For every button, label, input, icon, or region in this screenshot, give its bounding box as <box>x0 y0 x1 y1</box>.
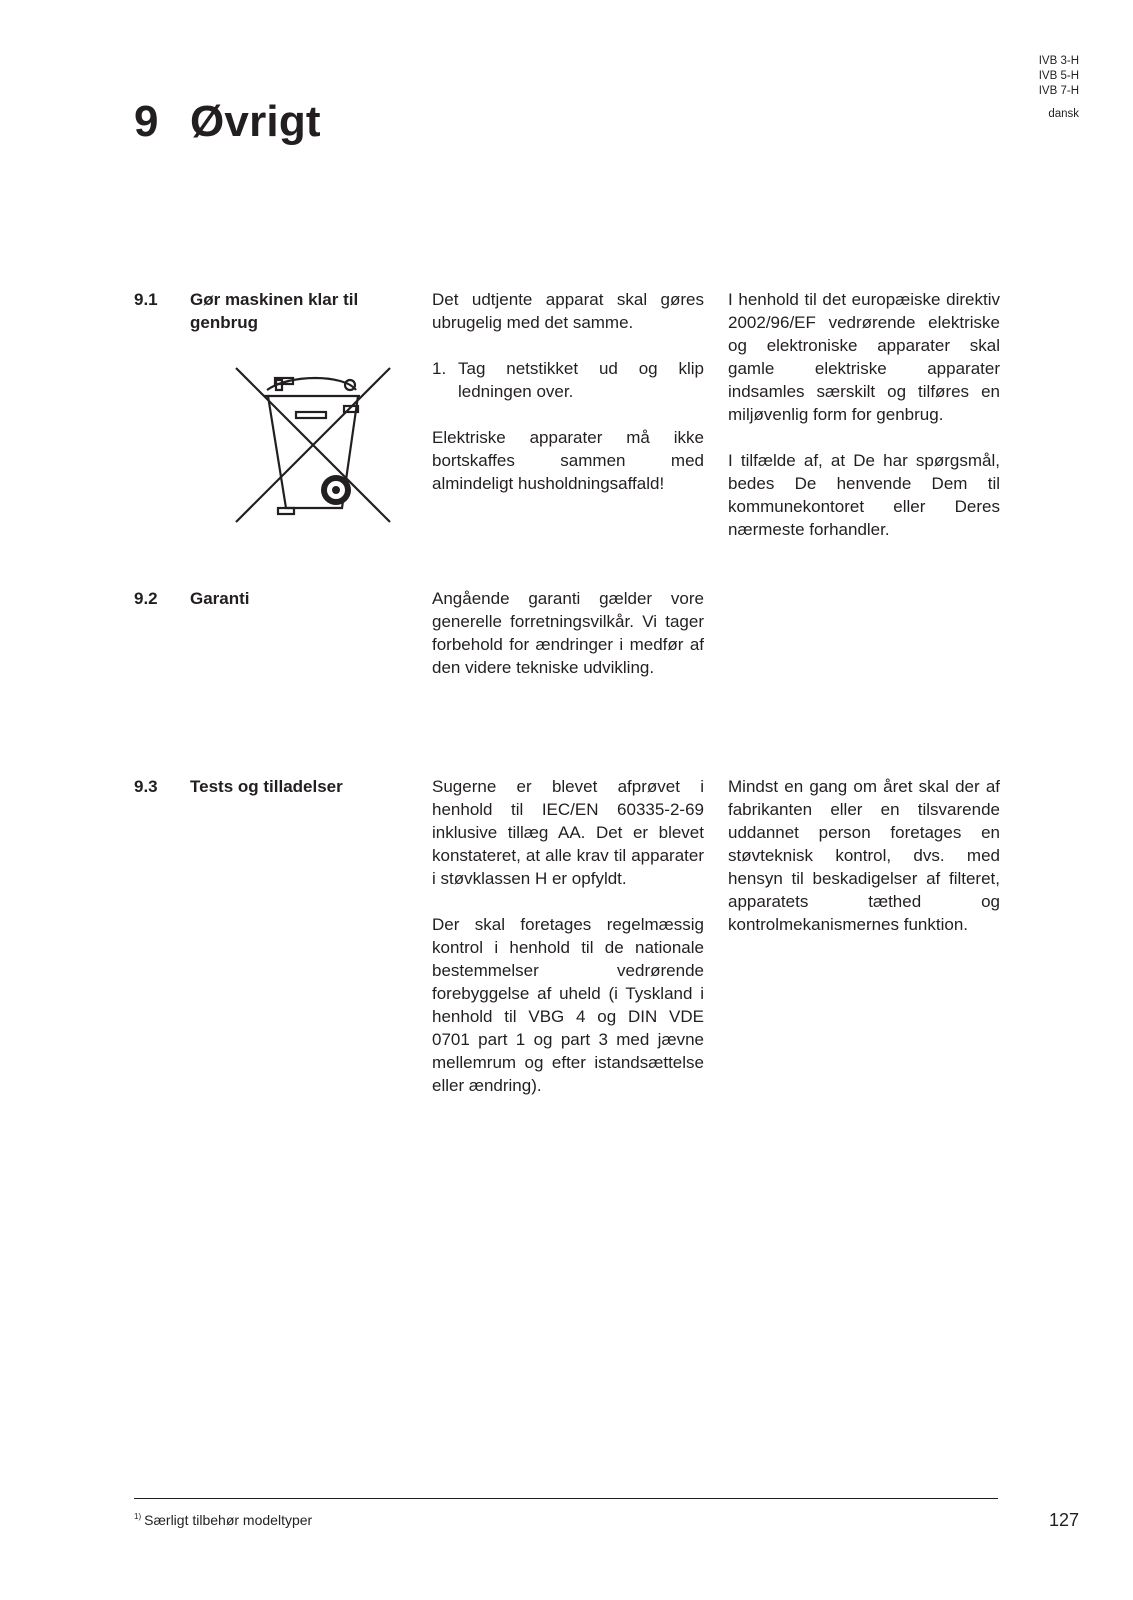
paragraph: Sugerne er blevet afprøvet i henhold til IEC/EN 60335-2-69 inklusive tillæg AA. Det er blevet konstateret, at alle krav til apparater i støvklassen H er opfyldt. <box>432 777 704 888</box>
section-9-2-col2 <box>432 587 704 679</box>
section-title: Tests og tilladelser <box>190 777 343 796</box>
paragraph: I tilfælde af, at De har spørgsmål, bedes De henvende Dem til kommunekontoret eller Deres nærmeste forhandler. <box>728 451 1000 539</box>
chapter-heading <box>134 97 321 146</box>
crossed-out-bin-icon <box>234 366 392 524</box>
paragraph: Angående garanti gælder vore generelle forretningsvilkår. Vi tager forbehold for ændringer i medfør af den videre tekniske udvikling. <box>432 589 704 677</box>
chapter-number: 9 <box>134 97 159 146</box>
chapter-title: Øvrigt <box>190 97 321 146</box>
section-title: Garanti <box>190 589 250 608</box>
section-number: 9.3 <box>134 777 158 796</box>
section-number: 9.2 <box>134 589 158 608</box>
footer-divider <box>134 1498 998 1499</box>
list-item <box>432 357 704 403</box>
footnote-marker: 1) <box>134 1512 142 1521</box>
list-text: Tag netstikket ud og klip ledningen over. <box>458 359 704 401</box>
paragraph: Det udtjente apparat skal gøres ubrugelig med det samme. <box>432 290 704 332</box>
footnote <box>134 1512 312 1528</box>
language-label: dansk <box>1048 108 1079 120</box>
paragraph: I henhold til det europæiske direktiv 2002/96/EF vedrørende elektriske og elektroniske apparater skal gamle elektriske apparater indsamles særskilt og tilføres en miljøvenlig form for genbrug. <box>728 290 1000 424</box>
section-title: Gør maskinen klar til genbrug <box>190 290 359 332</box>
model-name: IVB 7-H <box>1038 85 1079 97</box>
page-number: 127 <box>1048 1510 1079 1530</box>
model-name: IVB 3-H <box>1038 55 1079 67</box>
list-number: 1. <box>432 359 447 378</box>
paragraph: Der skal foretages regelmæssig kontrol i henhold til de nationale bestemmelser vedrørende forebyggelse af uheld (i Tyskland i henhold til VBG 4 og DIN VDE 0701 part 1 og part 3 med jævne mellemrum og efter istandsættelse eller ændring). <box>432 915 704 1095</box>
model-name: IVB 5-H <box>1038 70 1079 82</box>
paragraph: Mindst en gang om året skal der af fabrikanten eller en tilsvarende uddannet person foretages en støvteknisk kontrol, dvs. med hensyn til beskadigelser af filteret, apparatets tæthed og kontrolmekanismernes funktion. <box>728 777 1000 934</box>
section-9-1-col2 <box>432 288 704 495</box>
section-number: 9.1 <box>134 290 158 309</box>
section-9-1-col3 <box>728 288 1000 541</box>
model-list <box>1039 54 1079 99</box>
section-9-3-col3 <box>728 775 1000 936</box>
paragraph: Elektriske apparater må ikke bortskaffes sammen med almindeligt husholdningsaffald! <box>432 428 704 493</box>
section-9-3-col2 <box>432 775 704 1097</box>
footnote-text: Særligt tilbehør modeltyper <box>144 1512 313 1528</box>
